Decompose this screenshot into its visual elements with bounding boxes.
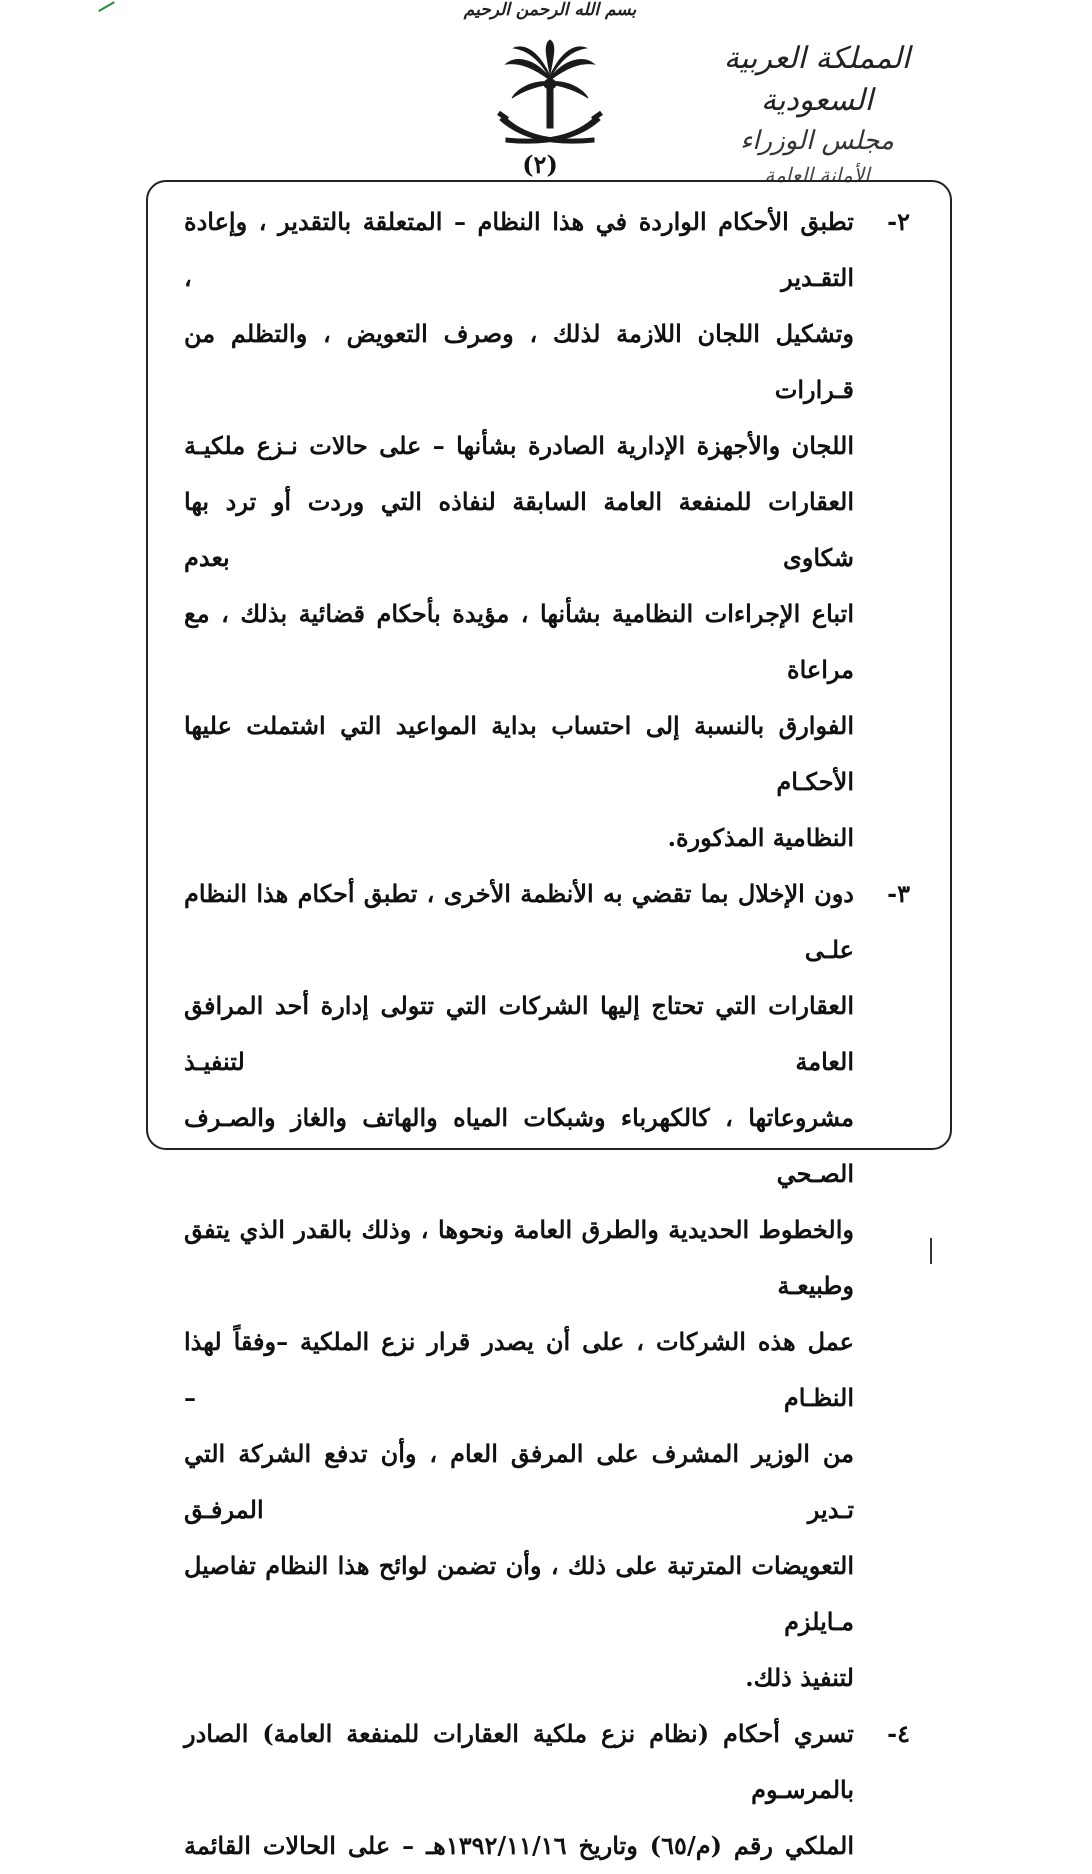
- footer-mark: [930, 1238, 932, 1264]
- clause-body: [184, 866, 854, 1706]
- clause-4: [184, 1706, 910, 1874]
- clause-body: [184, 194, 854, 866]
- kingdom-name: المملكة العربية السعودية: [723, 41, 911, 118]
- clause-number: ٣-: [887, 879, 910, 908]
- council-name: مجلس الوزراء: [740, 126, 894, 156]
- clause-line: من الوزير المشرف على المرفق العام ، وأن تدفع الشركة التي تـدير المرفـق: [184, 1439, 854, 1524]
- clause-line: تطبق الأحكام الواردة في هذا النظام – المتعلقة بالتقدير ، وإعادة التقـدير ،: [184, 207, 854, 292]
- clause-line: دون الإخلال بما تقضي به الأنظمة الأخرى ، تطبق أحكام هذا النظام علـى: [184, 879, 854, 964]
- corner-mark: [95, 0, 115, 12]
- clause-body: [184, 1706, 854, 1874]
- clause-line: اللجان والأجهزة الإدارية الصادرة بشأنها – على حالات نـزع ملكيـة: [184, 431, 854, 460]
- letterhead: [682, 38, 952, 190]
- page-number: (٢): [522, 150, 558, 179]
- clause-line: تسري أحكام (نظام نزع ملكية العقارات للمنفعة العامة) الصادر بالمرسـوم: [184, 1719, 854, 1804]
- clause-line: وتشكيل اللجان اللازمة لذلك ، وصرف التعويض ، والتظلم من قـرارات: [184, 319, 854, 404]
- basmala: بسم الله الرحمن الرحيم: [463, 0, 637, 20]
- clause-line: الفوارق بالنسبة إلى احتساب بداية المواعيد التي اشتملت عليها الأحكـام: [184, 711, 854, 796]
- clauses-container: [184, 194, 910, 1874]
- clause-number: ٤-: [887, 1719, 910, 1748]
- clause-line: التعويضات المترتبة على ذلك ، وأن تضمن لوائح هذا النظام تفاصيل مـايلزم: [184, 1551, 854, 1636]
- clause-line: الملكي رقم (م/٦٥) وتاريخ ١٣٩٢/١١/١٦هـ – على الحالات القائمة: [184, 1831, 854, 1860]
- clause-line: العقارات للمنفعة العامة السابقة لنفاذه التي وردت أو ترد بها شكاوى بعدم: [184, 487, 854, 572]
- clause-line: لتنفيذ ذلك.: [745, 1663, 854, 1692]
- clause-line: عمل هذه الشركات ، على أن يصدر قرار نزع الملكية –وفقاً لهذا النظـام –: [184, 1327, 854, 1412]
- clause-line: مشروعاتها ، كالكهرباء وشبكات المياه والهاتف والغاز والصـرف الصـحي: [184, 1103, 854, 1188]
- clause-line: العقارات التي تحتاج إليها الشركات التي تتولى إدارة أحد المرافق العامة لتنفيـذ: [184, 991, 854, 1076]
- clause-3: [184, 866, 910, 1706]
- clause-line: اتباع الإجراءات النظامية بشأنها ، مؤيدة بأحكام قضائية بذلك ، مع مراعاة: [184, 599, 854, 684]
- clause-line: والخطوط الحديدية والطرق العامة ونحوها ، وذلك بالقدر الذي يتفق وطبيعـة: [184, 1215, 854, 1300]
- clause-2: [184, 194, 910, 866]
- clause-number: ٢-: [887, 207, 910, 236]
- secretariat-name: الأمانة العامة: [764, 163, 870, 187]
- palm-and-swords-emblem-icon: [494, 38, 606, 163]
- clause-line: النظامية المذكورة.: [667, 823, 854, 852]
